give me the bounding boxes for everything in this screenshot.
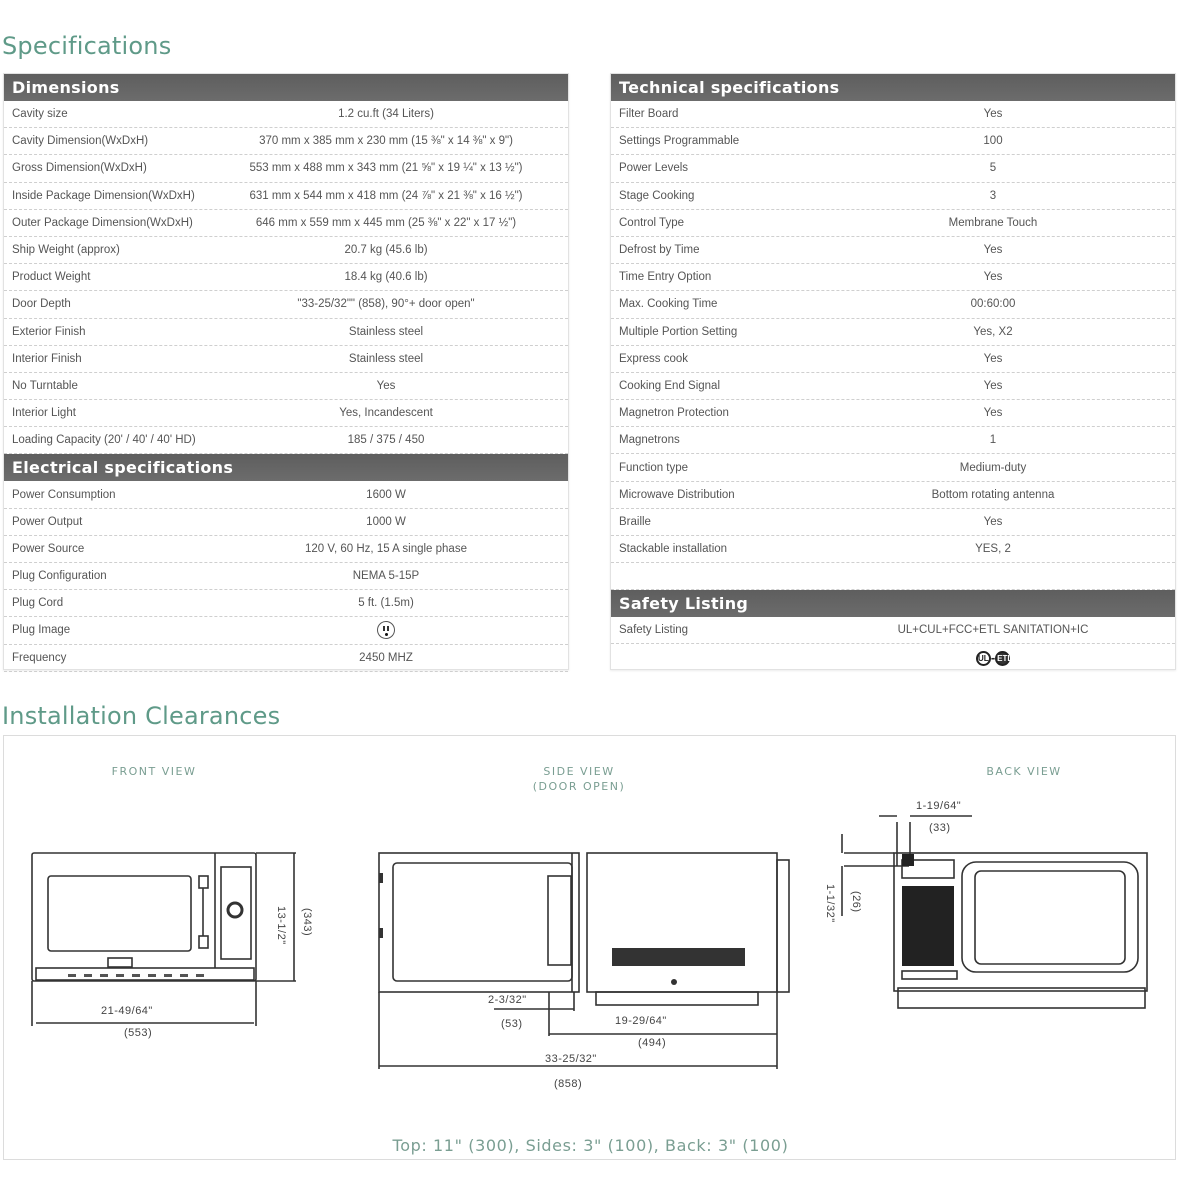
table-row [4, 237, 568, 264]
dimensions-table [4, 101, 568, 454]
row-value [204, 621, 568, 639]
row-label: Product Weight [12, 271, 91, 284]
row-label: Outer Package Dimension(WxDxH) [12, 216, 193, 229]
table-row [4, 563, 568, 590]
door-depth-mm: (53) [501, 1018, 523, 1030]
row-value: Yes, Incandescent [339, 407, 433, 420]
table-row [611, 155, 1175, 182]
table-row [611, 509, 1175, 536]
table-row [611, 346, 1175, 373]
right-spec-panel [610, 73, 1176, 670]
table-row [611, 400, 1175, 427]
row-label: Control Type [619, 216, 684, 229]
installation-diagram-frame [3, 735, 1176, 1160]
certification-marks-icon: UL - ETL [976, 650, 1010, 665]
row-value: Yes [983, 515, 1003, 528]
row-label: Ship Weight (approx) [12, 244, 120, 257]
table-row [611, 128, 1175, 155]
side-view-label: SIDE VIEW (DOOR OPEN) [532, 765, 626, 793]
clearance-note: Top: 11" (300), Sides: 3" (100), Back: 3" (100) [392, 1136, 789, 1155]
row-value: 185 / 375 / 450 [347, 434, 425, 447]
row-label: Settings Programmable [619, 135, 740, 148]
table-row [4, 400, 568, 427]
specifications-title: Specifications [2, 32, 172, 60]
back-offset-y-mm: (26) [850, 891, 862, 913]
row-value: Membrane Touch [948, 216, 1038, 229]
row-label: Defrost by Time [619, 244, 700, 257]
row-label: Gross Dimension(WxDxH) [12, 162, 147, 175]
technical-table [611, 101, 1175, 563]
row-value: 1600 W [366, 488, 406, 501]
row-label: Loading Capacity (20' / 40' / 40' HD) [12, 434, 196, 447]
row-label: Frequency [12, 651, 67, 664]
row-value: 18.4 kg (40.6 lb) [344, 271, 428, 284]
row-label: Magnetrons [619, 434, 680, 447]
back-view-drawing-icon [4, 736, 1177, 1161]
back-offset-x-inches: 1-19/64" [916, 800, 962, 812]
door-depth-inches: 2-3/32" [488, 994, 527, 1006]
row-value: Stainless steel [348, 352, 424, 365]
table-row [4, 481, 568, 508]
total-depth-inches: 33-25/32" [545, 1053, 597, 1065]
table-row [4, 617, 568, 644]
table-row [611, 210, 1175, 237]
row-value: 370 mm x 385 mm x 230 mm (15 ⅜" x 14 ⅜" x 9") [259, 135, 513, 148]
row-value: 553 mm x 488 mm x 343 mm (21 ⅝" x 19 ¼" x 13 ½") [249, 162, 523, 175]
front-height-mm: (343) [301, 908, 313, 937]
row-label: Express cook [619, 352, 689, 365]
row-value: 5 [989, 162, 997, 175]
row-label: No Turntable [12, 379, 78, 392]
back-offset-x-mm: (33) [929, 822, 951, 834]
row-value: 120 V, 60 Hz, 15 A single phase [305, 542, 467, 555]
row-value: Yes [983, 407, 1003, 420]
row-label: Safety Listing [619, 624, 689, 637]
row-value: Yes [983, 108, 1003, 121]
table-row [611, 373, 1175, 400]
back-view-label: BACK VIEW [986, 765, 1062, 778]
row-label: Cavity size [12, 108, 68, 121]
row-label: Function type [619, 461, 689, 474]
row-value: Bottom rotating antenna [931, 488, 1055, 501]
table-row [4, 264, 568, 291]
electrical-table [4, 481, 568, 671]
back-offset-y-inches: 1-1/32" [824, 884, 836, 923]
row-value: YES, 2 [975, 543, 1011, 556]
table-row [611, 536, 1175, 563]
row-value: Yes [983, 271, 1003, 284]
row-label: Interior Light [12, 407, 76, 420]
row-label: Cavity Dimension(WxDxH) [12, 135, 149, 148]
row-label: Door Depth [12, 298, 71, 311]
row-value: Medium-duty [959, 461, 1027, 474]
table-row [4, 128, 568, 155]
table-row [611, 427, 1175, 454]
front-width-mm: (553) [124, 1027, 153, 1039]
left-spec-panel [3, 73, 569, 670]
table-row [611, 482, 1175, 509]
table-row [611, 319, 1175, 346]
row-value: 00:60:00 [970, 298, 1016, 311]
row-label: Stackable installation [619, 543, 728, 556]
row-value: 5 ft. (1.5m) [358, 597, 414, 610]
row-label: Stage Cooking [619, 189, 695, 202]
total-depth-mm: (858) [554, 1078, 583, 1090]
table-row [4, 210, 568, 237]
unit-depth-inches: 19-29/64" [615, 1015, 667, 1027]
row-label: Cooking End Signal [619, 379, 721, 392]
row-label: Power Consumption [12, 488, 116, 501]
table-row [4, 536, 568, 563]
table-row [4, 291, 568, 318]
table-row [611, 264, 1175, 291]
row-label: Braille [619, 515, 651, 528]
row-label: Power Levels [619, 162, 689, 175]
table-row [4, 509, 568, 536]
row-label: Inside Package Dimension(WxDxH) [12, 189, 195, 202]
ul-mark-icon: UL [976, 651, 991, 666]
row-label: Magnetron Protection [619, 407, 729, 420]
table-row [611, 101, 1175, 128]
row-value: NEMA 5-15P [352, 570, 420, 583]
row-value: 2450 MHZ [359, 651, 413, 664]
row-value: 100 [983, 135, 1003, 148]
row-value: 1.2 cu.ft (34 Liters) [338, 108, 434, 121]
table-row [4, 645, 568, 672]
table-row [4, 183, 568, 210]
table-row [4, 319, 568, 346]
row-value: Stainless steel [348, 325, 424, 338]
table-row [4, 590, 568, 617]
row-value: 646 mm x 559 mm x 445 mm (25 ⅜" x 22" x 17 ½") [255, 216, 517, 229]
table-row [611, 291, 1175, 318]
table-row [611, 454, 1175, 481]
row-value: 1 [989, 434, 997, 447]
row-value: 631 mm x 544 mm x 418 mm (24 ⅞" x 21 ⅜" x 16 ½") [249, 189, 523, 202]
table-row [611, 617, 1175, 644]
row-value: "33-25/32"" (858), 90°+ door open" [297, 298, 475, 311]
front-view-label: FRONT VIEW [111, 765, 197, 778]
spacer-row [611, 563, 1175, 590]
row-value: Yes [983, 379, 1003, 392]
row-label: Power Source [12, 542, 85, 555]
row-label: Plug Configuration [12, 570, 107, 583]
front-height-inches: 13-1/2" [275, 906, 287, 945]
safety-header: Safety Listing [611, 590, 1175, 617]
row-label: Interior Finish [12, 352, 82, 365]
table-row [611, 183, 1175, 210]
table-row [611, 237, 1175, 264]
row-label: Power Output [12, 515, 83, 528]
table-row [4, 101, 568, 128]
etl-mark-icon: ETL [995, 651, 1010, 666]
row-value: Yes [376, 379, 396, 392]
row-value: 20.7 kg (45.6 lb) [344, 244, 428, 257]
row-label: Microwave Distribution [619, 488, 735, 501]
table-row [4, 427, 568, 454]
row-value: Yes, X2 [973, 325, 1013, 338]
row-value: 1000 W [366, 515, 406, 528]
unit-depth-mm: (494) [638, 1037, 667, 1049]
front-width-inches: 21-49/64" [101, 1005, 153, 1017]
row-label: Multiple Portion Setting [619, 325, 738, 338]
row-label: Max. Cooking Time [619, 298, 718, 311]
row-label: Filter Board [619, 108, 679, 121]
row-value: 3 [989, 189, 997, 202]
technical-header: Technical specifications [611, 74, 1175, 101]
safety-table [611, 617, 1175, 644]
cert-marks-row [611, 644, 1175, 671]
electrical-header: Electrical specifications [4, 454, 568, 481]
table-row [4, 373, 568, 400]
row-value: Yes [983, 352, 1003, 365]
nema-plug-icon [377, 621, 395, 639]
row-label: Plug Image [12, 624, 71, 637]
table-row [4, 155, 568, 182]
row-label: Plug Cord [12, 597, 64, 610]
table-row [4, 346, 568, 373]
row-value: Yes [983, 244, 1003, 257]
dimensions-header: Dimensions [4, 74, 568, 101]
row-label: Exterior Finish [12, 325, 86, 338]
row-label: Time Entry Option [619, 271, 712, 284]
installation-title: Installation Clearances [2, 702, 281, 730]
row-value: UL+CUL+FCC+ETL SANITATION+IC [897, 624, 1089, 637]
